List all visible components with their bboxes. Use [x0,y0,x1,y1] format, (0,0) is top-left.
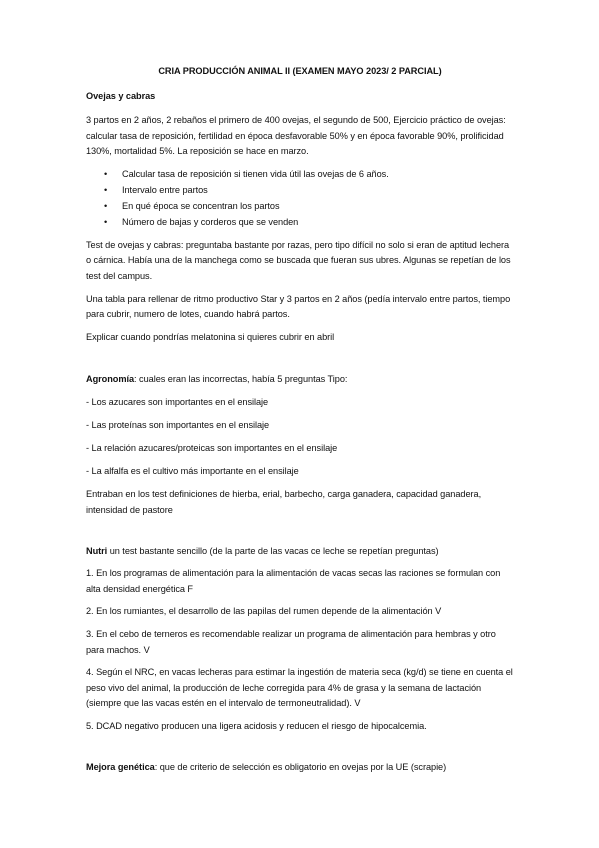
nutri-intro-paragraph [86,544,514,560]
section-heading-agronomia: Agronomía [86,374,135,385]
ovejas-tabla-paragraph: Una tabla para rellenar de ritmo productivo Star y 3 partos en 2 años (pedía intervalo entre partos, tiempo para cubrir, numero de lotes, cuando habrá partos. [86,293,511,320]
document-content [86,64,514,782]
nutri-heading-text: un test bastante sencillo (de la parte de las vacas ce leche se repetían preguntas) [107,545,439,556]
list-item: 5. DCAD negativo producen una ligera acidosis y reducen el riesgo de hipocalcemia. [86,720,427,731]
list-item: - La relación azucares/proteicas son importantes en el ensilaje [86,443,338,454]
list-item: - La alfalfa es el cultivo más importante en el ensilaje [86,466,299,477]
agronomia-intro-paragraph [86,372,514,388]
page-title: CRIA PRODUCCIÓN ANIMAL II (EXAMEN MAYO 2023/ 2 PARCIAL) [158,66,442,76]
list-item [86,183,514,199]
section-heading-nutri: Nutri [86,545,108,556]
mejora-paragraph [86,760,514,776]
section-heading-ovejas: Ovejas y cabras [86,90,156,101]
list-item: 2. En los rumiantes, el desarrollo de las papilas del rumen depende de la alimentación V [86,606,442,617]
bullet-icon: • [104,217,108,228]
list-item [86,199,514,215]
list-item: 1. En los programas de alimentación para la alimentación de vacas secas las raciones se formulan con alta densidad energética F [86,568,501,594]
spacer [86,352,514,372]
list-item-text: Intervalo entre partos [122,185,208,196]
section-heading-mejora: Mejora genética [86,761,155,772]
list-item: 4. Según el NRC, en vacas lecheras para estimar la ingestión de materia seca (kg/d) se tiene en cuenta el peso vivo del animal, la producción de leche corregida para 4% de grasa y la semana de lactación (siempre que las vacas estén en el intervalo de termoneutralidad). V [86,667,513,709]
list-item: 3. En el cebo de terneros es recomendable realizar un programa de alimentación para hembras y otro para machos. V [86,628,496,655]
bullet-icon: • [104,185,108,196]
spacer [86,742,514,760]
spacer [86,526,514,544]
ovejas-intro-paragraph: 3 partos en 2 años, 2 rebaños el primero de 400 ovejas, el segundo de 500, Ejercicio práctico de ovejas: calcular tasa de reposición, fertilidad en época desfavorable 50% y en época favorable 90%, prolificidad 130%, mortalidad 5%. La reposición se hace en marzo. [86,115,506,157]
list-item: - Los azucares son importantes en el ensilaje [86,397,269,407]
ovejas-test-paragraph: Test de ovejas y cabras: preguntaba bastante por razas, pero tipo difícil no solo si eran de aptitud lechera o cárnica. Había una de la manchega como se buscada que fueran sus ubres. Algunas se repetían de los test del campus. [86,239,511,282]
ovejas-melatonina-paragraph: Explicar cuando pondrías melatonina si quieres cubrir en abril [86,331,335,342]
list-item-text: Número de bajas y corderos que se venden [122,217,299,228]
list-item-text: Calcular tasa de reposición si tienen vida útil las ovejas de 6 años. [122,168,389,179]
agronomia-definiciones-paragraph: Entraban en los test definiciones de hierba, erial, barbecho, carga ganadera, capacidad ganadera, intensidad de pastore [86,489,482,515]
list-item [86,167,514,183]
list-item-text: En qué época se concentran los partos [122,201,280,212]
list-item: - Las proteínas son importantes en el ensilaje [86,420,270,431]
mejora-heading-text: : que de criterio de selección es obligatorio en ovejas por la UE (scrapie) [154,761,447,772]
bullet-icon: • [104,168,108,179]
list-item [86,215,514,231]
agronomia-heading-text: : cuales eran las incorrectas, había 5 preguntas Tipo: [134,374,348,385]
bullet-icon: • [104,201,108,212]
ovejas-bullet-list [86,167,514,231]
